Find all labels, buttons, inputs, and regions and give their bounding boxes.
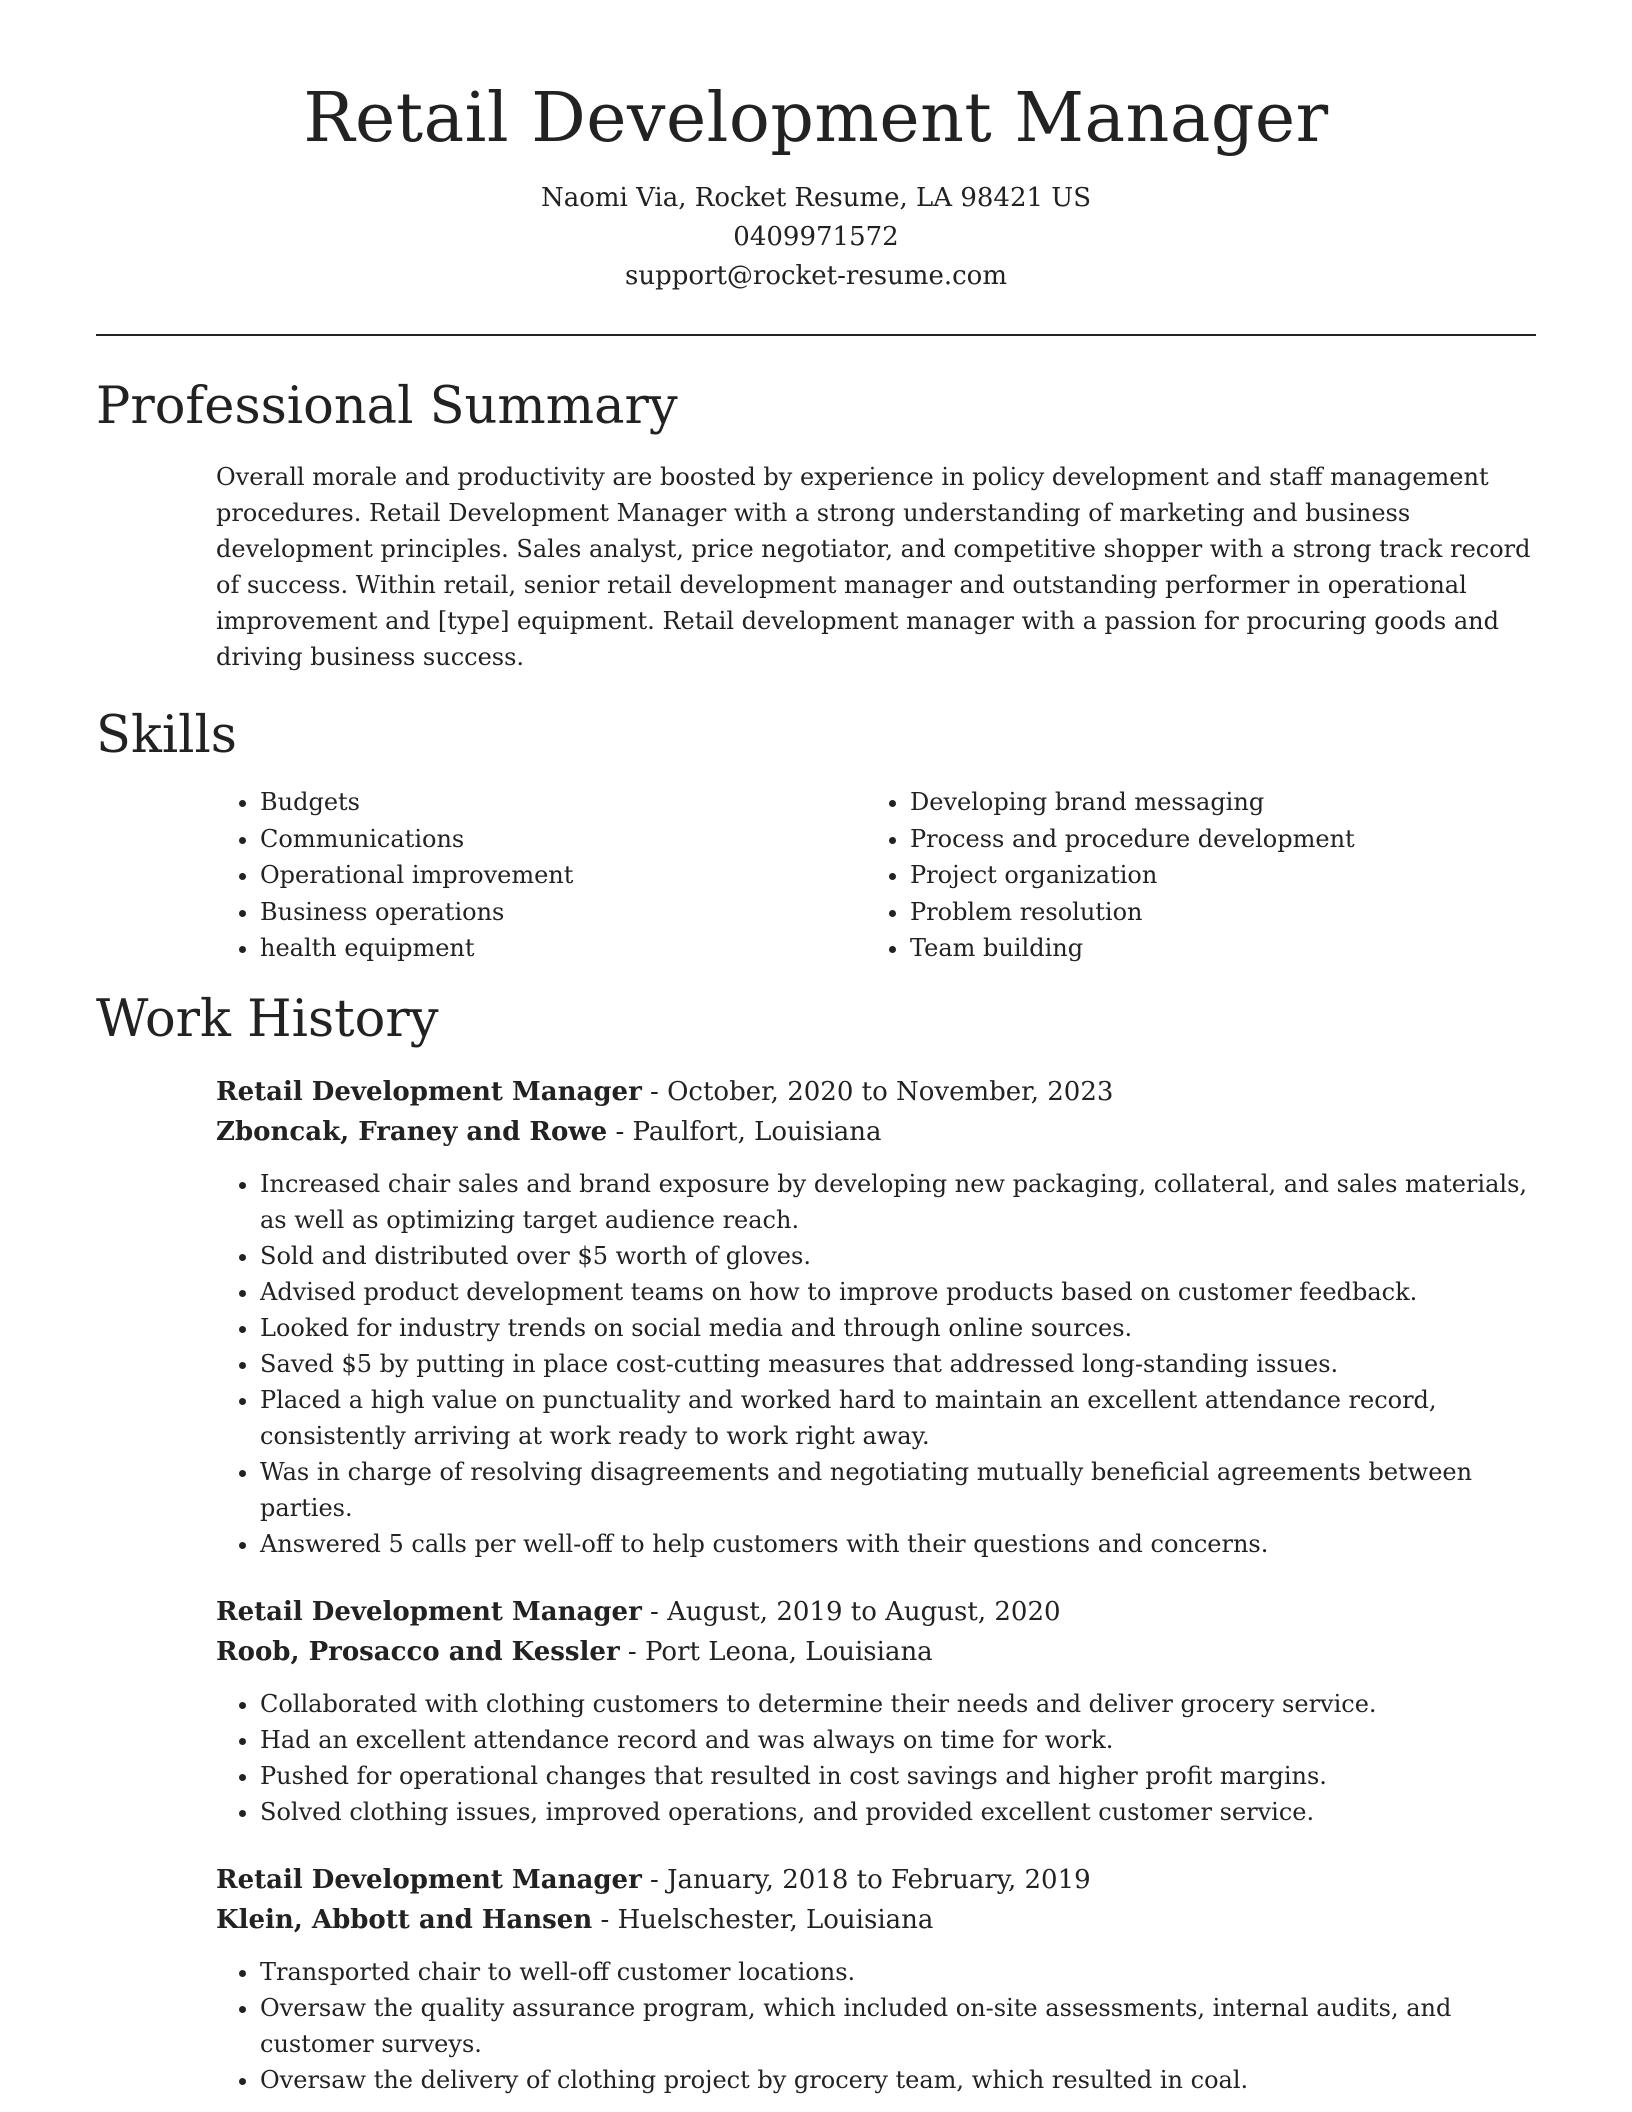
job-dates: January, 2018 to February, 2019 <box>667 1864 1091 1895</box>
job-dates: October, 2020 to November, 2023 <box>667 1076 1114 1107</box>
skills-heading: Skills <box>96 705 237 765</box>
job-role: Retail Development Manager <box>216 1596 642 1627</box>
skills-grid <box>216 784 1536 967</box>
separator: - <box>592 1904 618 1935</box>
resume-page <box>96 0 1536 2098</box>
job-bullets <box>216 1686 1536 1830</box>
job-bullet: • Pushed for operational changes that resulted in cost savings and higher profit margins. <box>260 1758 1536 1794</box>
contact-email: support@rocket-resume.com <box>624 260 1007 291</box>
skills-column-left <box>216 784 866 967</box>
job-entry <box>216 1072 1536 1562</box>
header-divider <box>96 334 1536 336</box>
skill-item: • Budgets <box>260 784 866 821</box>
job-entry <box>216 1592 1536 1830</box>
job-role: Retail Development Manager <box>216 1076 642 1107</box>
summary-text: Overall morale and productivity are boosted by experience in policy development and staff management procedures. Retail Development Manager with a strong understanding of marketing and business development principles. Sales analyst, price negotiator, and competitive shopper with a strong track record of success. Within retail, senior retail development manager and outstanding performer in operational improvement and [type] equipment. Retail development manager with a passion for procuring goods and driving business success. <box>216 462 1531 671</box>
job-bullet: • Looked for industry trends on social media and through online sources. <box>260 1310 1536 1346</box>
skill-item: • health equipment <box>260 930 866 967</box>
job-bullet: • Placed a high value on punctuality and worked hard to maintain an excellent attendance record, consistently arriving at work ready to work right away. <box>260 1382 1536 1454</box>
separator: - <box>641 1596 668 1627</box>
job-company: Roob, Prosacco and Kessler <box>216 1636 620 1667</box>
skill-item: • Team building <box>910 930 1516 967</box>
job-bullet: • Sold and distributed over $5 worth of gloves. <box>260 1238 1536 1274</box>
skill-item: • Developing brand messaging <box>910 784 1516 821</box>
job-bullet: • Oversaw the quality assurance program, which included on-site assessments, internal audits, and customer surveys. <box>260 1990 1536 2062</box>
contact-block <box>96 179 1536 296</box>
separator: - <box>607 1116 633 1147</box>
job-role-line <box>216 1592 1536 1632</box>
job-bullet: • Collaborated with clothing customers to determine their needs and deliver grocery service. <box>260 1686 1536 1722</box>
job-role-line <box>216 1072 1536 1112</box>
job-role-line <box>216 1860 1536 1900</box>
job-bullet: • Transported chair to well-off customer locations. <box>260 1954 1536 1990</box>
job-role: Retail Development Manager <box>216 1864 642 1895</box>
job-bullet: • Increased chair sales and brand exposure by developing new packaging, collateral, and sales materials, as well as optimizing target audience reach. <box>260 1166 1536 1238</box>
separator: - <box>641 1076 668 1107</box>
skill-item: • Process and procedure development <box>910 821 1516 858</box>
job-location: Paulfort, Louisiana <box>632 1116 882 1147</box>
job-company: Klein, Abbott and Hansen <box>216 1904 593 1935</box>
job-bullet: • Had an excellent attendance record and was always on time for work. <box>260 1722 1536 1758</box>
job-bullet: • Oversaw the delivery of clothing project by grocery team, which resulted in coal. <box>260 2062 1536 2098</box>
job-company: Zboncak, Franey and Rowe <box>216 1116 608 1147</box>
job-bullets <box>216 1166 1536 1562</box>
job-bullet: • Was in charge of resolving disagreements and negotiating mutually beneficial agreements between parties. <box>260 1454 1536 1526</box>
job-bullets <box>216 1954 1536 2098</box>
skill-item: • Project organization <box>910 857 1516 894</box>
separator: - <box>619 1636 645 1667</box>
job-location: Huelschester, Louisiana <box>617 1904 934 1935</box>
skill-item: • Problem resolution <box>910 894 1516 931</box>
job-entry <box>216 1860 1536 2098</box>
job-bullet: • Advised product development teams on how to improve products based on customer feedback. <box>260 1274 1536 1310</box>
job-company-line <box>216 1900 1536 1940</box>
job-company-line <box>216 1632 1536 1672</box>
job-location: Port Leona, Louisiana <box>644 1636 933 1667</box>
work-history-heading: Work History <box>96 989 439 1049</box>
skill-item: • Operational improvement <box>260 857 866 894</box>
summary-heading: Professional Summary <box>96 376 678 436</box>
skills-column-right <box>866 784 1516 967</box>
resume-title: Retail Development Manager <box>303 79 1329 158</box>
resume-header <box>96 0 1536 296</box>
job-bullet: • Solved clothing issues, improved operations, and provided excellent customer service. <box>260 1794 1536 1830</box>
contact-phone: 0409971572 <box>733 221 899 252</box>
contact-address: Naomi Via, Rocket Resume, LA 98421 US <box>540 182 1092 213</box>
job-dates: August, 2019 to August, 2020 <box>667 1596 1061 1627</box>
skill-item: • Business operations <box>260 894 866 931</box>
job-company-line <box>216 1112 1536 1152</box>
job-bullet: • Saved $5 by putting in place cost-cutting measures that addressed long-standing issues. <box>260 1346 1536 1382</box>
separator: - <box>641 1864 668 1895</box>
skill-item: • Communications <box>260 821 866 858</box>
job-bullet: • Answered 5 calls per well-off to help customers with their questions and concerns. <box>260 1526 1536 1562</box>
